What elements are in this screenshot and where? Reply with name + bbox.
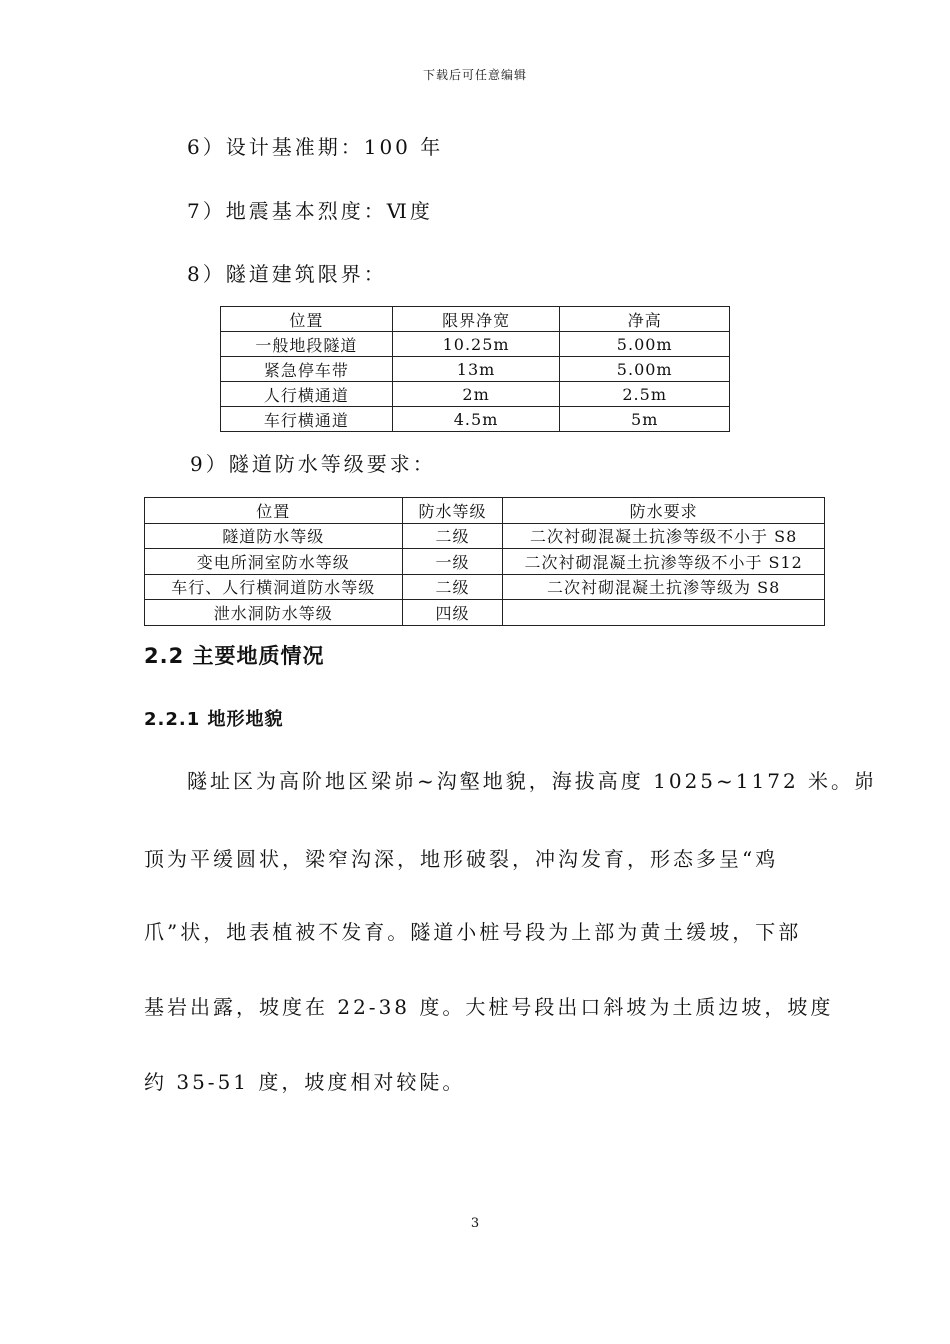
table-cell: 一级 xyxy=(402,549,503,575)
clearance-table xyxy=(220,306,730,432)
header-cell: 净高 xyxy=(560,307,730,332)
seismic-intensity: 7）地震基本烈度：Ⅵ度 xyxy=(187,199,433,223)
page-number: 3 xyxy=(470,1216,480,1231)
table-cell: 二级 xyxy=(402,574,503,600)
table-cell: 4.5m xyxy=(392,407,560,432)
table-cell: 变电所洞室防水等级 xyxy=(145,549,403,575)
table-row xyxy=(145,574,825,600)
table-cell: 四级 xyxy=(402,600,503,626)
header-cell: 防水等级 xyxy=(402,498,503,524)
table-row xyxy=(145,600,825,626)
header-cell: 限界净宽 xyxy=(392,307,560,332)
table-row xyxy=(221,357,730,382)
paragraph-line: 约 35-51 度，坡度相对较陡。 xyxy=(144,1070,466,1094)
section-heading: 2.2 主要地质情况 xyxy=(144,644,325,668)
table-row xyxy=(145,523,825,549)
table-cell: 2m xyxy=(392,382,560,407)
table-cell: 二次衬砌混凝土抗渗等级为 S8 xyxy=(503,574,825,600)
table-cell: 二次衬砌混凝土抗渗等级不小于 S12 xyxy=(503,549,825,575)
table-cell: 紧急停车带 xyxy=(221,357,393,382)
header-cell: 位置 xyxy=(221,307,393,332)
table-cell: 13m xyxy=(392,357,560,382)
table-cell: 车行横通道 xyxy=(221,407,393,432)
table-cell: 一般地段隧道 xyxy=(221,332,393,357)
paragraph-line: 顶为平缓圆状，梁窄沟深，地形破裂，冲沟发育，形态多呈“鸡 xyxy=(144,847,779,871)
table-cell: 二次衬砌混凝土抗渗等级不小于 S8 xyxy=(503,523,825,549)
table-row xyxy=(145,549,825,575)
paragraph-line: 爪”状，地表植被不发育。隧道小桩号段为上部为黄土缓坡，下部 xyxy=(144,920,802,944)
waterproof-table xyxy=(144,497,825,626)
table-cell: 2.5m xyxy=(560,382,730,407)
table-cell: 人行横通道 xyxy=(221,382,393,407)
table-header-row xyxy=(145,498,825,524)
design-reference-period: 6）设计基准期：100 年 xyxy=(187,135,444,159)
table-cell: 5m xyxy=(560,407,730,432)
paragraph-line: 隧址区为高阶地区梁峁~沟壑地貌，海拔高度 1025~1172 米。峁 xyxy=(187,769,878,793)
table-cell: 5.00m xyxy=(560,332,730,357)
table-cell: 泄水洞防水等级 xyxy=(145,600,403,626)
table-row xyxy=(221,407,730,432)
tunnel-clearance-heading: 8）隧道建筑限界： xyxy=(187,262,387,286)
paragraph-line: 基岩出露，坡度在 22-38 度。大桩号段出口斜坡为土质边坡，坡度 xyxy=(144,995,834,1019)
table-cell xyxy=(503,600,825,626)
table-header-row xyxy=(221,307,730,332)
page-header: 下载后可任意编辑 xyxy=(422,68,527,82)
table-row xyxy=(221,382,730,407)
header-cell: 防水要求 xyxy=(503,498,825,524)
table-row xyxy=(221,332,730,357)
table-cell: 车行、人行横洞道防水等级 xyxy=(145,574,403,600)
table-cell: 10.25m xyxy=(392,332,560,357)
table-cell: 隧道防水等级 xyxy=(145,523,403,549)
header-cell: 位置 xyxy=(145,498,403,524)
subsection-heading: 2.2.1 地形地貌 xyxy=(144,709,284,730)
table-cell: 5.00m xyxy=(560,357,730,382)
table-cell: 二级 xyxy=(402,523,503,549)
waterproof-requirements-heading: 9）隧道防水等级要求： xyxy=(190,452,436,476)
